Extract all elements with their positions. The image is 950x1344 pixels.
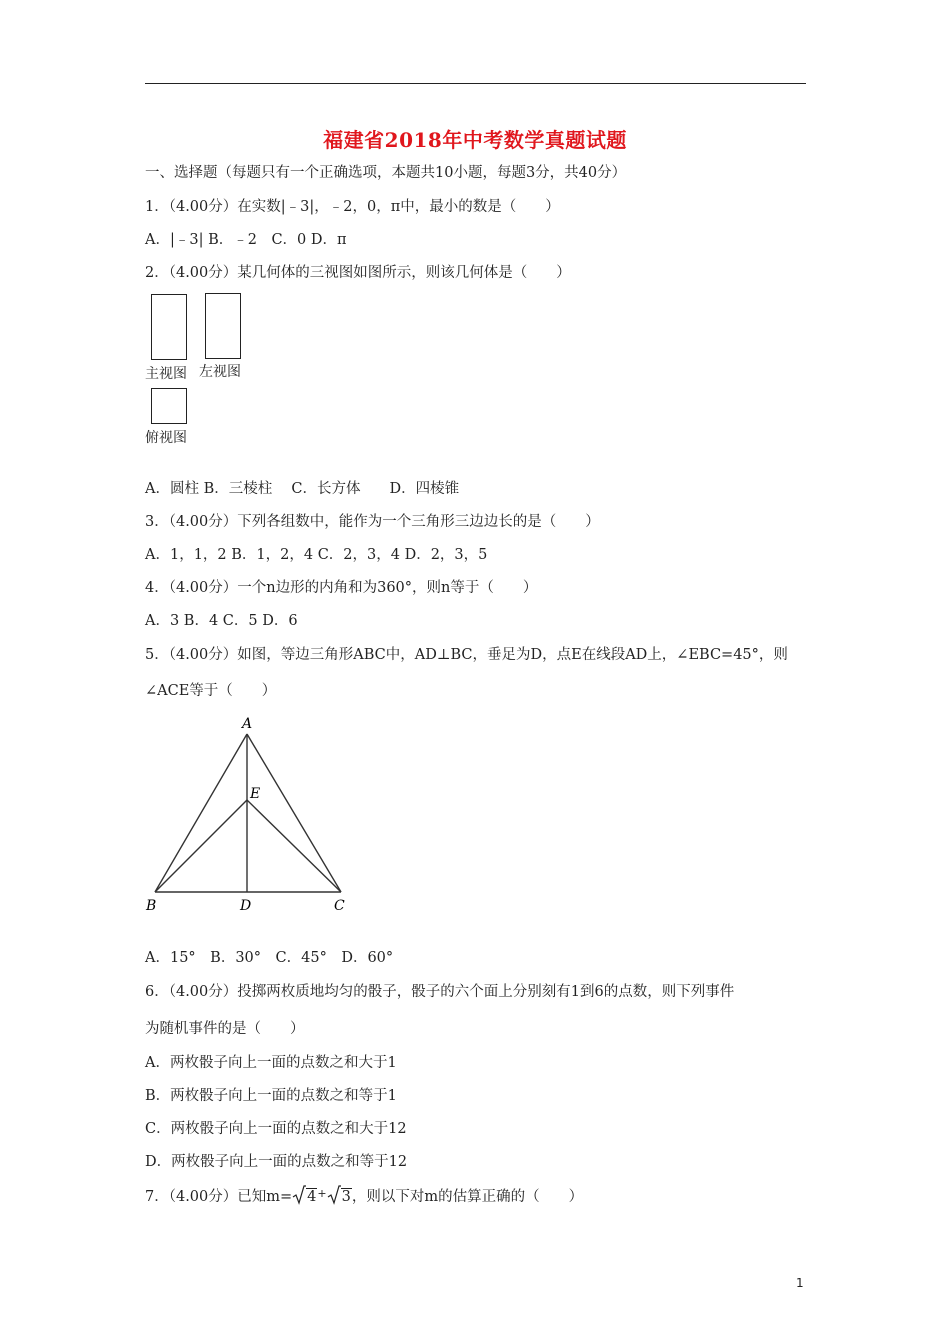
front-view-rect — [151, 294, 187, 360]
header-rule — [145, 83, 806, 84]
page-title: 福建省2018年中考数学真题试题 — [323, 128, 627, 152]
q6-stem-line1: 6．（4.00分）投掷两枚质地均匀的骰子，骰子的六个面上分别刻有1到6的点数，则下列事件 — [145, 984, 735, 1000]
point-d-label: D — [240, 898, 252, 914]
sqrt-4: 4 — [292, 1185, 317, 1207]
q3-stem: 3．（4.00分）下列各组数中，能作为一个三角形三边边长的是（ ） — [145, 514, 600, 530]
section-heading: 一、选择题（每题只有一个正确选项，本题共10小题，每题3分，共40分） — [145, 165, 627, 181]
q6-option-d: D．两枚骰子向上一面的点数之和等于12 — [145, 1154, 408, 1170]
q1-options: A．|﹣3| B．﹣2 C．0 D．π — [145, 232, 347, 248]
point-e-label: E — [250, 786, 261, 802]
q5-stem-line1: 5．（4.00分）如图，等边三角形ABC中，AD⊥BC，垂足为D，点E在线段AD上，∠EBC=45°，则 — [145, 647, 788, 663]
q6-option-a: A．两枚骰子向上一面的点数之和大于1 — [145, 1055, 397, 1071]
vertex-a-label: A — [242, 716, 253, 732]
page-number: 1 — [796, 1276, 804, 1290]
q5-stem-line2: ∠ACE等于（ ） — [145, 683, 277, 699]
left-view-label: 左视图 — [199, 364, 241, 380]
q2-stem: 2．（4.00分）某几何体的三视图如图所示，则该几何体是（ ） — [145, 265, 571, 281]
vertex-c-label: C — [334, 898, 345, 914]
front-view-label: 主视图 — [145, 366, 187, 382]
q6-option-b: B．两枚骰子向上一面的点数之和等于1 — [145, 1088, 397, 1104]
q6-stem-line2: 为随机事件的是（ ） — [145, 1021, 305, 1037]
top-view-label: 俯视图 — [145, 430, 187, 446]
radical-sign-icon — [327, 1185, 341, 1205]
q6-option-c: C．两枚骰子向上一面的点数之和大于12 — [145, 1121, 407, 1137]
q2-options: A．圆柱 B．三棱柱 C．长方体 D．四棱锥 — [145, 481, 460, 497]
q7-suffix: ，则以下对m的估算正确的（ ） — [351, 1189, 584, 1205]
triangle-figure — [140, 712, 360, 917]
top-view-rect — [151, 388, 187, 424]
q7-plus: + — [317, 1187, 327, 1200]
q4-options: A．3 B．4 C．5 D．6 — [145, 613, 298, 629]
q3-options: A．1，1，2 B．1，2，4 C．2，3，4 D．2，3，5 — [145, 547, 488, 563]
q7-stem — [145, 1184, 583, 1207]
sqrt-3: 3 — [327, 1185, 352, 1207]
q1-stem: 1．（4.00分）在实数|﹣3|，﹣2，0，π中，最小的数是（ ） — [145, 199, 560, 215]
vertex-b-label: B — [146, 898, 157, 914]
q7-prefix: 7．（4.00分）已知m= — [145, 1189, 293, 1205]
q5-options: A．15° B．30° C．45° D．60° — [145, 950, 394, 966]
radical-sign-icon — [292, 1185, 306, 1205]
q4-stem: 4．（4.00分）一个n边形的内角和为360°，则n等于（ ） — [145, 580, 538, 596]
left-view-rect — [205, 293, 241, 359]
